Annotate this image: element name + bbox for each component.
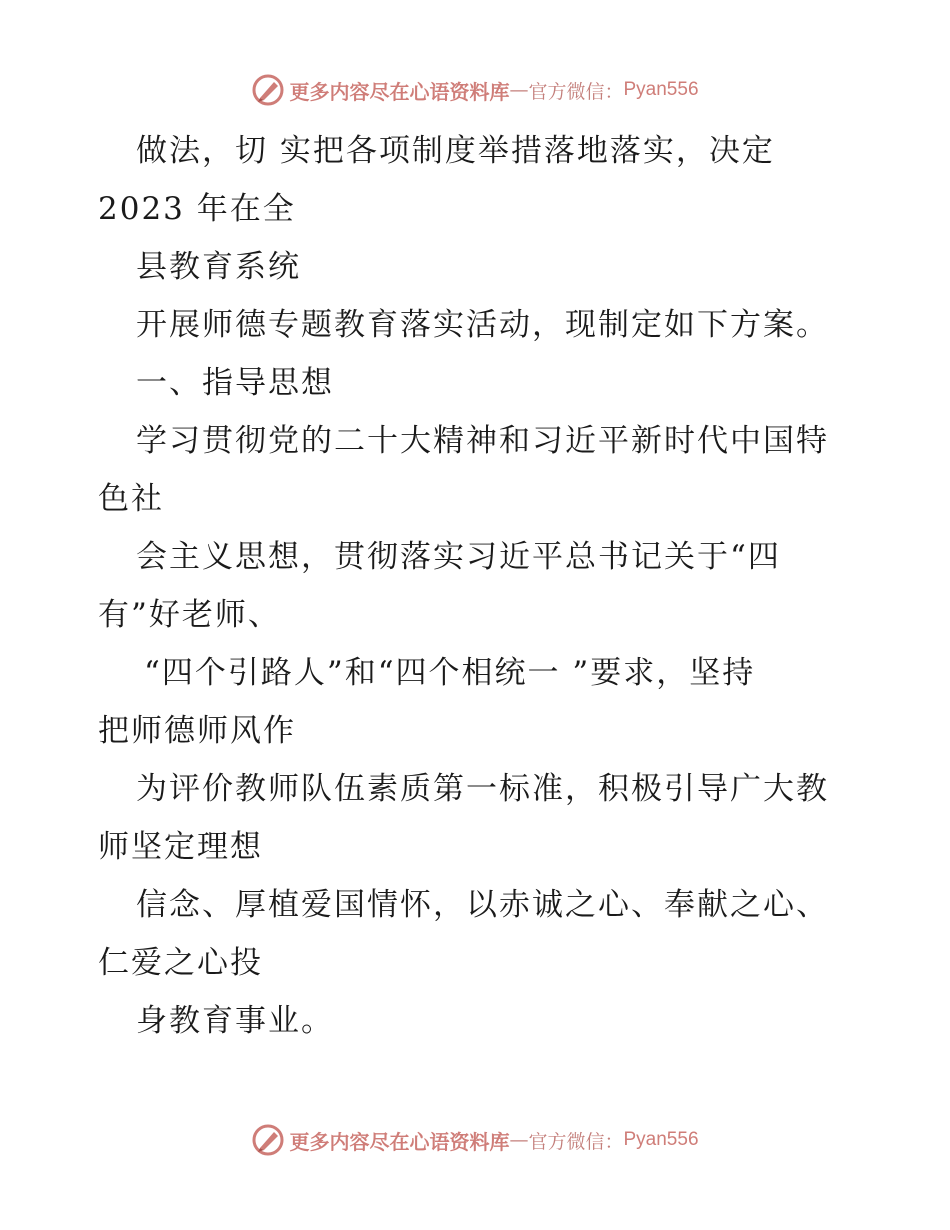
- text-line: 师坚定理想: [98, 829, 263, 865]
- text-line: 仁爱之心投: [98, 945, 263, 981]
- text-line: 色社: [98, 481, 164, 517]
- text-line: 会主义思想，贯彻落实习近平总书记关于“四: [136, 539, 781, 575]
- watermark-handle: Pyan556: [623, 1129, 699, 1150]
- text-line: 把师德师风作: [98, 713, 296, 749]
- text-line: 做法，切 实把各项制度举措落地落实，决定: [136, 133, 775, 169]
- text-line: 2023 年在全: [98, 191, 296, 227]
- text-line: 有”好老师、: [98, 597, 281, 633]
- text-line: “四个引路人”和“四个相统一 ”要求，坚持: [144, 655, 756, 691]
- text-line: 县教育系统: [136, 249, 301, 285]
- watermark-handle: Pyan556: [623, 79, 699, 100]
- text-line: 身教育事业。: [136, 1003, 334, 1039]
- section-heading: 一、指导思想: [136, 365, 334, 401]
- text-line: 开展师德专题教育落实活动，现制定如下方案。: [136, 307, 829, 343]
- watermark-separator: —: [509, 1129, 529, 1151]
- watermark-text: 更多内容尽在心语资料库: [289, 1129, 510, 1154]
- text-line: 为评价教师队伍素质第一标准，积极引导广大教: [136, 771, 829, 807]
- pen-logo-icon: [251, 1123, 285, 1157]
- pen-logo-icon: [251, 73, 285, 107]
- watermark-text: 更多内容尽在心语资料库: [289, 79, 510, 104]
- watermark-label: 官方微信：: [528, 1130, 624, 1153]
- text-line: 信念、厚植爱国情怀，以赤诚之心、奉献之心、: [136, 887, 829, 923]
- watermark-separator: —: [509, 79, 529, 101]
- footer-watermark: [0, 1120, 950, 1160]
- watermark-label: 官方微信：: [528, 80, 624, 103]
- document-body: [98, 122, 898, 1050]
- text-line: 学习贯彻党的二十大精神和习近平新时代中国特: [136, 423, 829, 459]
- header-watermark: [0, 70, 950, 110]
